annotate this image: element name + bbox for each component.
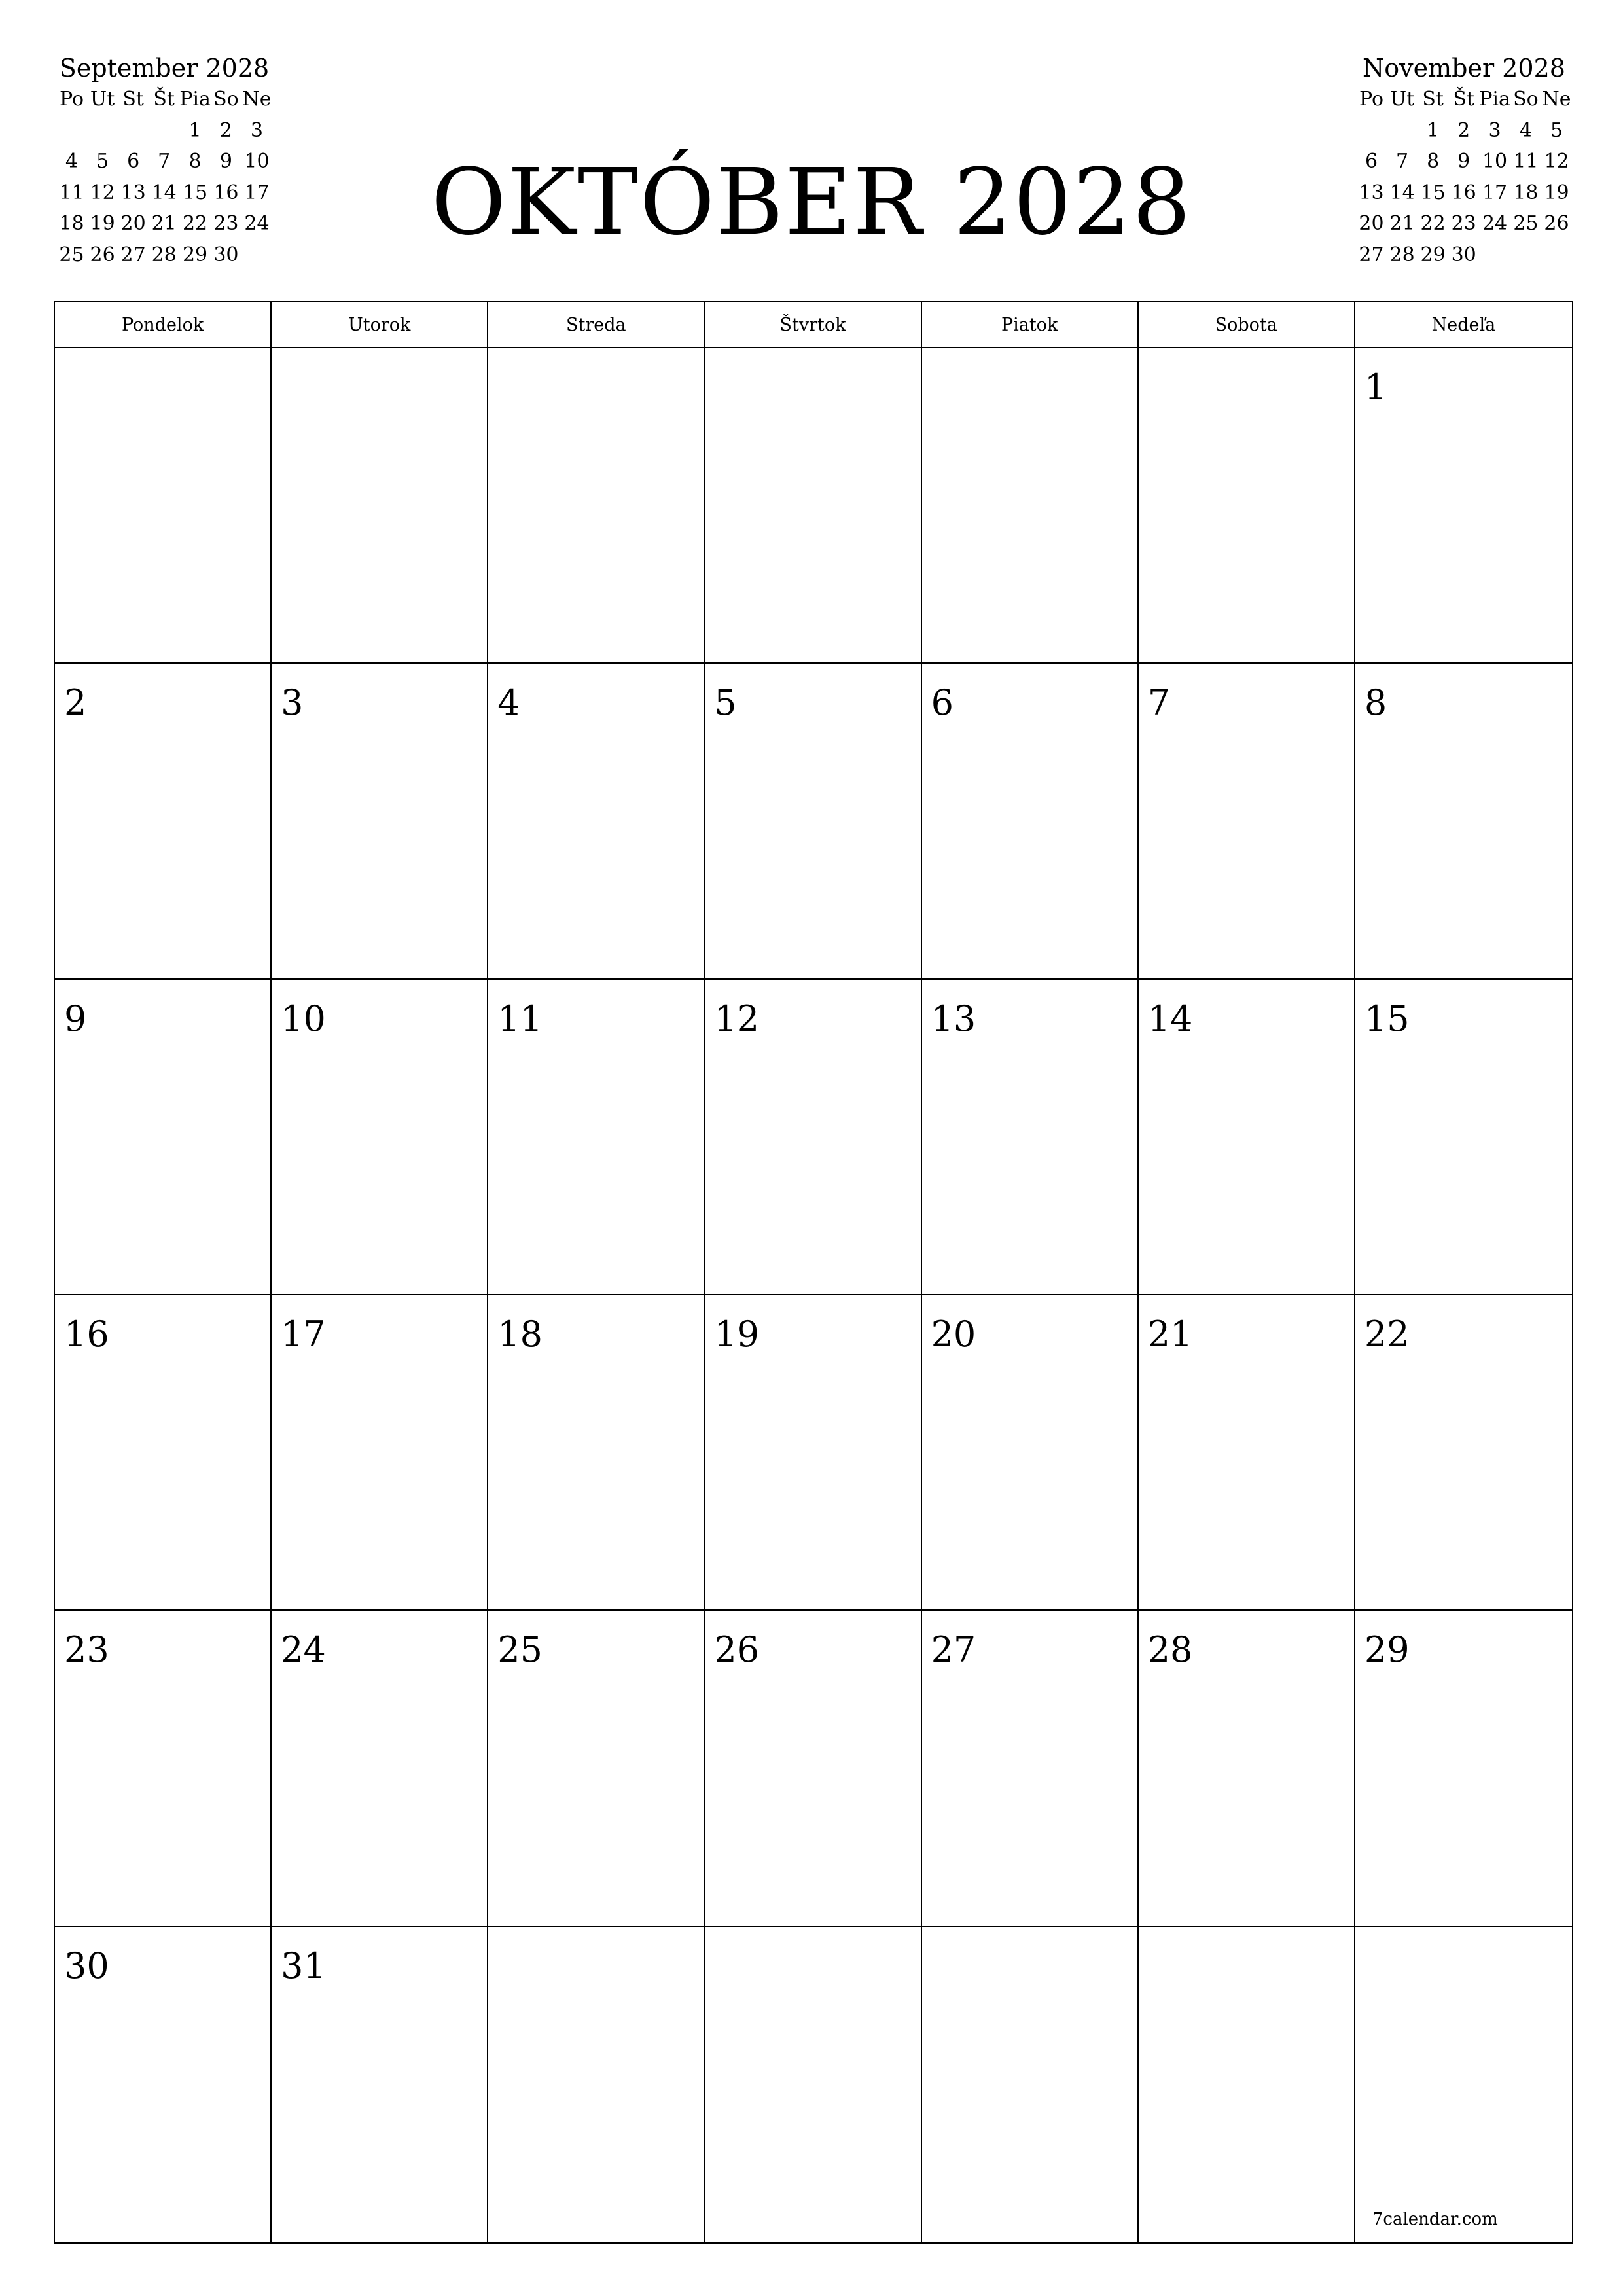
weekday-header: Sobota xyxy=(1139,302,1355,348)
mini-prev-day: 2 xyxy=(219,118,232,142)
day-number: 17 xyxy=(281,1314,326,1355)
day-number: 14 xyxy=(1147,997,1193,1039)
mini-calendar-prev xyxy=(56,52,272,270)
mini-next-day: 14 xyxy=(1389,181,1415,204)
day-number: 25 xyxy=(497,1629,543,1671)
day-number: 3 xyxy=(281,682,304,724)
mini-next-day: 2 xyxy=(1457,118,1471,142)
day-cell[interactable] xyxy=(1139,1927,1355,2242)
mini-prev-day: 23 xyxy=(213,212,239,235)
day-cell[interactable] xyxy=(55,1611,272,1926)
mini-prev-weekday: St xyxy=(122,88,144,111)
mini-next-weekday: Po xyxy=(1359,88,1384,111)
day-cell[interactable] xyxy=(1355,1295,1572,1611)
mini-next-day: 12 xyxy=(1544,150,1569,173)
mini-prev-day: 4 xyxy=(65,150,79,173)
mini-prev-day: 6 xyxy=(127,150,140,173)
day-cell[interactable] xyxy=(922,664,1139,979)
mini-next-day: 1 xyxy=(1427,118,1440,142)
weekday-header: Piatok xyxy=(922,302,1139,348)
weekday-header: Nedeľa xyxy=(1355,302,1572,348)
day-cell[interactable] xyxy=(272,348,488,664)
mini-next-day: 10 xyxy=(1482,150,1508,173)
mini-next-day: 20 xyxy=(1359,212,1384,235)
mini-next-day: 21 xyxy=(1389,212,1415,235)
mini-prev-day: 21 xyxy=(151,212,177,235)
mini-prev-day xyxy=(149,115,179,147)
page-title: OKTÓBER 2028 xyxy=(431,149,1192,256)
day-number: 19 xyxy=(714,1314,760,1355)
day-number: 13 xyxy=(931,997,976,1039)
day-cell[interactable] xyxy=(922,980,1139,1295)
mini-next-day: 11 xyxy=(1513,150,1539,173)
mini-next-day: 24 xyxy=(1482,212,1508,235)
mini-calendar-next-grid xyxy=(1356,84,1572,270)
day-cell[interactable] xyxy=(272,980,488,1295)
day-cell[interactable] xyxy=(488,1295,705,1611)
day-cell[interactable] xyxy=(55,664,272,979)
mini-prev-day: 30 xyxy=(213,243,239,266)
mini-next-day: 13 xyxy=(1359,181,1384,204)
day-cell[interactable] xyxy=(272,1927,488,2242)
day-cell[interactable] xyxy=(1355,348,1572,664)
mini-next-day xyxy=(1510,240,1541,271)
day-number: 18 xyxy=(497,1314,543,1355)
mini-prev-day: 29 xyxy=(182,243,208,266)
day-number: 4 xyxy=(497,682,520,724)
mini-prev-weekday: Po xyxy=(60,88,84,111)
mini-next-weekday: Ut xyxy=(1389,88,1415,111)
mini-next-day: 8 xyxy=(1427,150,1440,173)
mini-next-day: 9 xyxy=(1457,150,1471,173)
day-number: 22 xyxy=(1364,1314,1410,1355)
mini-next-day: 30 xyxy=(1451,243,1476,266)
mini-prev-day: 26 xyxy=(90,243,115,266)
mini-next-day: 25 xyxy=(1513,212,1539,235)
mini-prev-day: 24 xyxy=(244,212,270,235)
mini-prev-day: 27 xyxy=(120,243,146,266)
day-cell[interactable] xyxy=(488,664,705,979)
day-cell[interactable] xyxy=(1139,1611,1355,1926)
mini-calendar-next xyxy=(1356,52,1572,270)
day-cell[interactable] xyxy=(55,1295,272,1611)
mini-next-day: 7 xyxy=(1396,150,1409,173)
mini-prev-day: 7 xyxy=(158,150,171,173)
mini-next-day xyxy=(1541,240,1572,271)
day-number: 24 xyxy=(281,1629,326,1671)
mini-prev-day: 3 xyxy=(250,118,264,142)
mini-prev-day: 12 xyxy=(90,181,115,204)
mini-next-day: 22 xyxy=(1420,212,1446,235)
day-cell[interactable] xyxy=(1139,664,1355,979)
day-number: 11 xyxy=(497,997,543,1039)
day-number: 12 xyxy=(714,997,760,1039)
weekday-header: Štvrtok xyxy=(705,302,921,348)
mini-prev-day: 5 xyxy=(96,150,109,173)
day-cell[interactable] xyxy=(488,1927,705,2242)
day-number: 28 xyxy=(1147,1629,1193,1671)
mini-prev-day: 22 xyxy=(182,212,208,235)
day-cell[interactable] xyxy=(488,980,705,1295)
mini-next-day: 16 xyxy=(1451,181,1476,204)
weekday-header: Streda xyxy=(488,302,705,348)
day-number: 10 xyxy=(281,997,326,1039)
mini-next-day: 6 xyxy=(1364,150,1378,173)
mini-next-day: 19 xyxy=(1544,181,1569,204)
mini-next-day: 27 xyxy=(1359,243,1384,266)
day-number: 9 xyxy=(64,997,87,1039)
day-cell[interactable] xyxy=(705,1295,921,1611)
credit-text: 7calendar.com xyxy=(1372,2210,1498,2229)
mini-prev-day: 14 xyxy=(151,181,177,204)
mini-next-day: 17 xyxy=(1482,181,1508,204)
mini-prev-weekday: So xyxy=(213,88,239,111)
mini-prev-day xyxy=(87,115,118,147)
mini-prev-weekday: Št xyxy=(153,88,175,111)
day-cell[interactable] xyxy=(272,1295,488,1611)
mini-next-weekday: Št xyxy=(1453,88,1474,111)
day-number: 23 xyxy=(64,1629,109,1671)
day-cell[interactable] xyxy=(1139,1295,1355,1611)
mini-next-day: 15 xyxy=(1420,181,1446,204)
mini-next-day: 4 xyxy=(1519,118,1532,142)
mini-next-day: 28 xyxy=(1389,243,1415,266)
mini-calendar-prev-grid xyxy=(56,84,272,270)
day-cell[interactable] xyxy=(272,664,488,979)
day-cell[interactable] xyxy=(488,1611,705,1926)
mini-prev-day: 28 xyxy=(151,243,177,266)
mini-next-day xyxy=(1387,115,1418,147)
mini-prev-day: 17 xyxy=(244,181,270,204)
mini-prev-day: 15 xyxy=(182,181,208,204)
mini-prev-day xyxy=(118,115,149,147)
day-cell[interactable] xyxy=(922,1295,1139,1611)
mini-next-day xyxy=(1479,240,1510,271)
day-cell[interactable] xyxy=(1139,348,1355,664)
mini-prev-day: 1 xyxy=(188,118,202,142)
day-cell[interactable] xyxy=(55,980,272,1295)
mini-prev-day: 16 xyxy=(213,181,239,204)
day-cell[interactable] xyxy=(705,980,921,1295)
mini-next-weekday: So xyxy=(1513,88,1539,111)
day-number: 29 xyxy=(1364,1629,1410,1671)
day-number: 26 xyxy=(714,1629,760,1671)
day-number: 30 xyxy=(64,1945,109,1986)
day-cell[interactable] xyxy=(1139,980,1355,1295)
weekday-header: Utorok xyxy=(272,302,488,348)
day-number: 21 xyxy=(1147,1314,1193,1355)
mini-calendar-next-title: November 2028 xyxy=(1363,54,1565,82)
day-cell[interactable] xyxy=(1355,664,1572,979)
mini-prev-day: 20 xyxy=(120,212,146,235)
day-number: 2 xyxy=(64,682,87,724)
mini-next-day: 5 xyxy=(1550,118,1563,142)
mini-next-day xyxy=(1356,115,1387,147)
mini-prev-day: 11 xyxy=(59,181,84,204)
mini-prev-day: 9 xyxy=(219,150,232,173)
day-number: 16 xyxy=(64,1314,109,1355)
day-cell[interactable] xyxy=(705,1927,921,2242)
day-number: 27 xyxy=(931,1629,976,1671)
day-number: 7 xyxy=(1147,682,1171,724)
mini-prev-day: 19 xyxy=(90,212,115,235)
day-cell[interactable] xyxy=(55,348,272,664)
day-cell[interactable] xyxy=(705,664,921,979)
mini-next-day: 29 xyxy=(1420,243,1446,266)
mini-prev-day xyxy=(56,115,87,147)
mini-prev-weekday: Ne xyxy=(242,88,272,111)
mini-prev-weekday: Pia xyxy=(179,88,211,111)
mini-calendar-prev-title: September 2028 xyxy=(59,54,270,82)
mini-prev-day: 13 xyxy=(120,181,146,204)
day-cell[interactable] xyxy=(272,1611,488,1926)
day-cell[interactable] xyxy=(55,1927,272,2242)
mini-next-day: 26 xyxy=(1544,212,1569,235)
day-number: 8 xyxy=(1364,682,1387,724)
day-cell[interactable] xyxy=(922,348,1139,664)
day-number: 20 xyxy=(931,1314,976,1355)
mini-next-weekday: Ne xyxy=(1542,88,1571,111)
mini-prev-weekday: Ut xyxy=(90,88,115,111)
mini-next-weekday: St xyxy=(1422,88,1444,111)
day-cell[interactable] xyxy=(1355,1611,1572,1926)
mini-next-day: 18 xyxy=(1513,181,1539,204)
day-number: 1 xyxy=(1364,367,1387,408)
day-cell[interactable] xyxy=(1355,980,1572,1295)
day-cell[interactable] xyxy=(705,1611,921,1926)
mini-next-weekday: Pia xyxy=(1479,88,1510,111)
mini-prev-day: 18 xyxy=(59,212,84,235)
day-cell[interactable] xyxy=(705,348,921,664)
month-grid xyxy=(54,301,1573,2244)
mini-prev-day: 8 xyxy=(188,150,202,173)
mini-next-day: 3 xyxy=(1488,118,1501,142)
day-number: 15 xyxy=(1364,997,1410,1039)
weekday-header: Pondelok xyxy=(55,302,272,348)
mini-prev-day xyxy=(241,240,272,271)
day-cell[interactable] xyxy=(922,1927,1139,2242)
mini-prev-day: 10 xyxy=(244,150,270,173)
mini-prev-day: 25 xyxy=(59,243,84,266)
day-cell[interactable] xyxy=(1355,1927,1572,2242)
day-number: 31 xyxy=(281,1945,326,1986)
day-number: 5 xyxy=(714,682,737,724)
day-cell[interactable] xyxy=(922,1611,1139,1926)
day-cell[interactable] xyxy=(488,348,705,664)
day-number: 6 xyxy=(931,682,954,724)
mini-next-day: 23 xyxy=(1451,212,1476,235)
